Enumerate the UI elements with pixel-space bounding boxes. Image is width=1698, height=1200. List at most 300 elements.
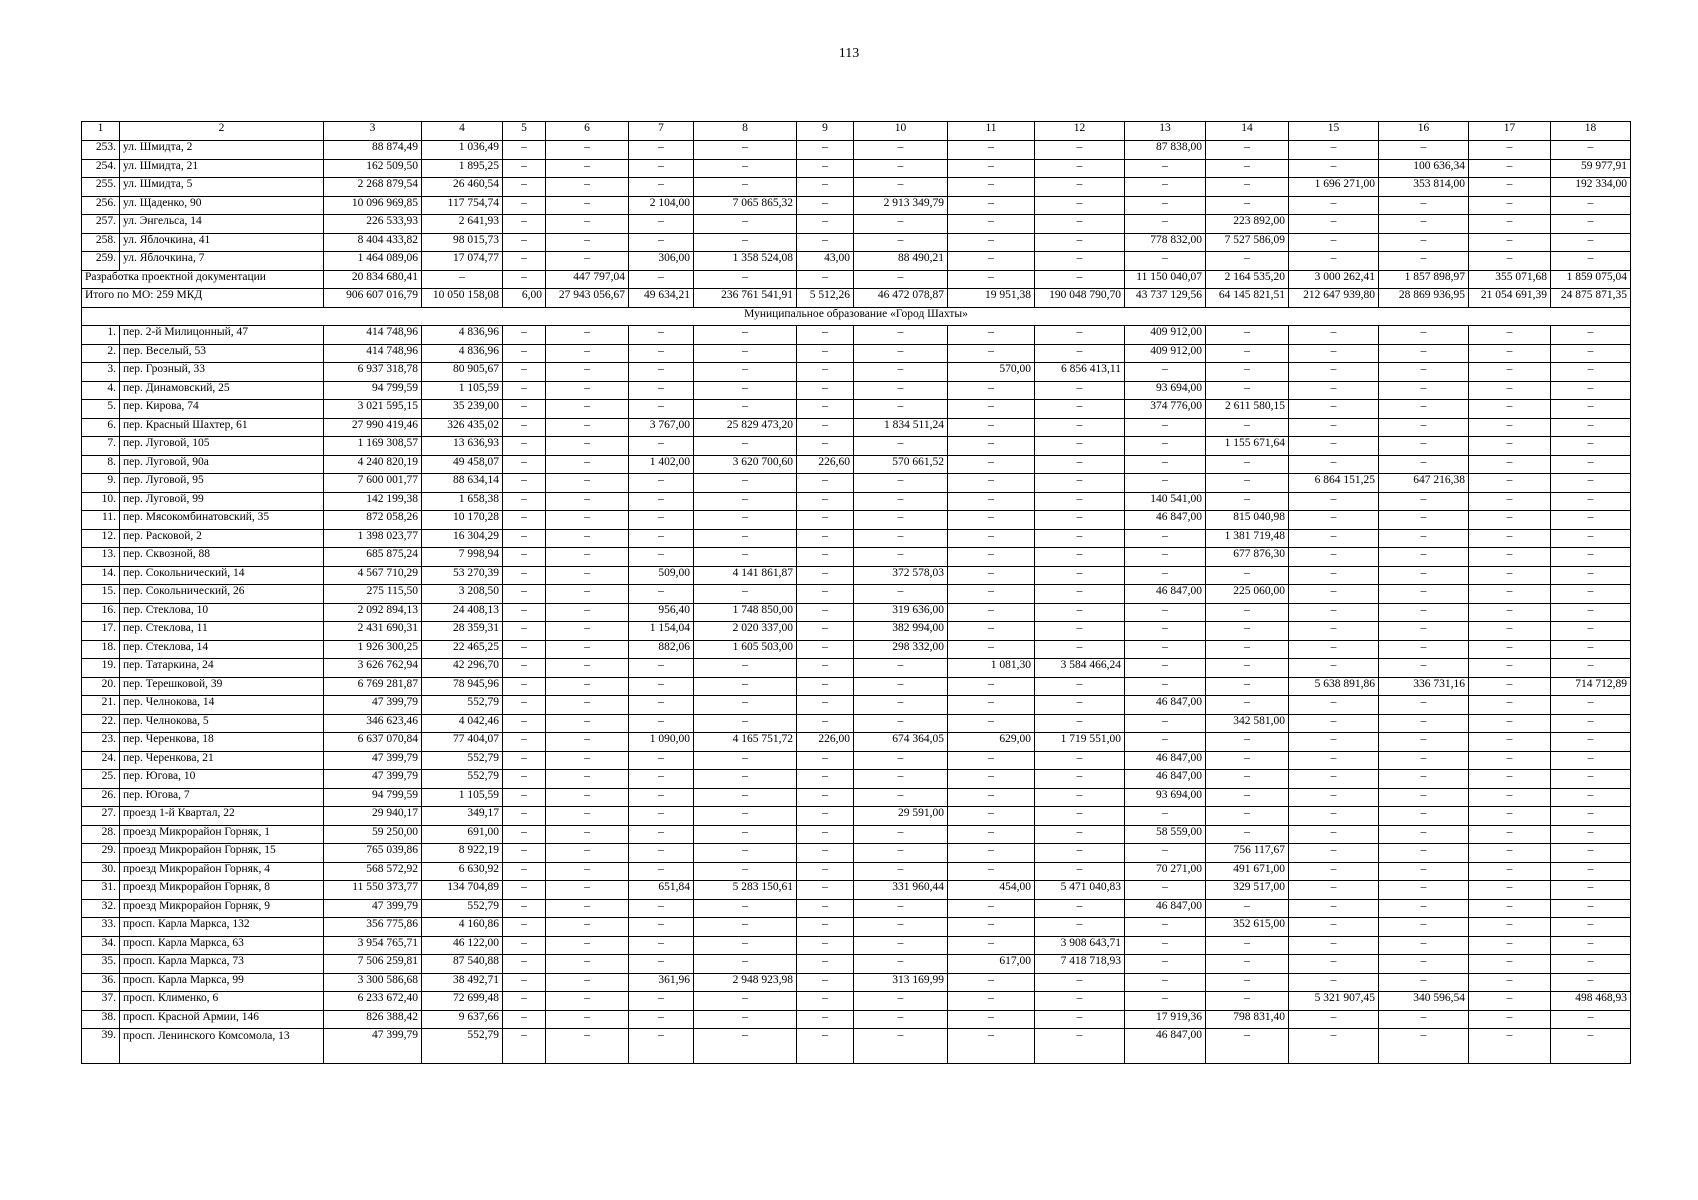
value-cell: – (854, 381, 948, 400)
value-cell: – (1125, 622, 1206, 641)
value-cell: 28 359,31 (422, 622, 503, 641)
value-cell: – (1379, 603, 1469, 622)
value-cell: – (1469, 881, 1551, 900)
value-cell: – (854, 992, 948, 1011)
row-number-cell: 5. (82, 400, 120, 419)
value-cell: – (1125, 437, 1206, 456)
table-row (82, 400, 1631, 419)
value-cell: – (1206, 825, 1289, 844)
value-cell: – (1035, 1029, 1125, 1064)
value-cell: 552,79 (422, 899, 503, 918)
value-cell: – (797, 363, 854, 382)
table-row (82, 474, 1631, 493)
summary-cell: 447 797,04 (546, 270, 629, 289)
value-cell: – (694, 918, 797, 937)
value-cell: – (948, 437, 1035, 456)
value-cell: 1 154,04 (629, 622, 694, 641)
value-cell: – (546, 159, 629, 178)
value-cell: – (503, 603, 546, 622)
value-cell: 570,00 (948, 363, 1035, 382)
value-cell: 1 105,59 (422, 381, 503, 400)
table-row (82, 640, 1631, 659)
value-cell: – (546, 418, 629, 437)
summary-cell: 3 000 262,41 (1289, 270, 1379, 289)
value-cell: – (1551, 825, 1631, 844)
value-cell: – (854, 659, 948, 678)
value-cell: 409 912,00 (1125, 344, 1206, 363)
value-cell: – (1469, 714, 1551, 733)
value-cell: 223 892,00 (1206, 215, 1289, 234)
value-cell: 70 271,00 (1125, 862, 1206, 881)
value-cell: – (854, 548, 948, 567)
value-cell: – (546, 233, 629, 252)
value-cell: – (546, 603, 629, 622)
value-cell: 3 908 643,71 (1035, 936, 1125, 955)
value-cell: – (1206, 326, 1289, 345)
value-cell: – (1125, 918, 1206, 937)
value-cell: – (1551, 215, 1631, 234)
value-cell: – (546, 918, 629, 937)
value-cell: – (797, 862, 854, 881)
summary-cell: 49 634,21 (629, 289, 694, 308)
address-cell: пер. Луговой, 105 (120, 437, 324, 456)
table-row (82, 529, 1631, 548)
value-cell: – (797, 825, 854, 844)
value-cell: – (1379, 733, 1469, 752)
address-cell: пер. Красный Шахтер, 61 (120, 418, 324, 437)
value-cell: – (854, 714, 948, 733)
value-cell: – (1289, 640, 1379, 659)
table-row (82, 807, 1631, 826)
value-cell: – (854, 492, 948, 511)
value-cell: – (629, 936, 694, 955)
value-cell: – (797, 178, 854, 197)
value-cell: – (1289, 215, 1379, 234)
value-cell: – (1125, 807, 1206, 826)
value-cell: – (629, 474, 694, 493)
row-number-cell: 3. (82, 363, 120, 382)
row-number-cell: 14. (82, 566, 120, 585)
row-number-cell: 12. (82, 529, 120, 548)
value-cell: – (1289, 899, 1379, 918)
value-cell: – (1551, 918, 1631, 937)
address-cell: просп. Карла Маркса, 132 (120, 918, 324, 937)
value-cell: 7 065 865,32 (694, 196, 797, 215)
value-cell: – (546, 252, 629, 271)
value-cell: 336 731,16 (1379, 677, 1469, 696)
value-cell: – (694, 159, 797, 178)
value-cell: – (694, 844, 797, 863)
row-number-cell: 15. (82, 585, 120, 604)
value-cell: 9 637,66 (422, 1010, 503, 1029)
value-cell: – (948, 807, 1035, 826)
value-cell: – (1125, 677, 1206, 696)
value-cell: – (629, 899, 694, 918)
value-cell: – (629, 696, 694, 715)
value-cell: – (1469, 363, 1551, 382)
value-cell: 2 268 879,54 (324, 178, 422, 197)
value-cell: – (503, 529, 546, 548)
value-cell: – (948, 788, 1035, 807)
row-number-cell: 31. (82, 881, 120, 900)
value-cell: – (546, 400, 629, 419)
value-cell: 306,00 (629, 252, 694, 271)
value-cell: – (854, 955, 948, 974)
row-number-cell: 254. (82, 159, 120, 178)
value-cell: – (1206, 141, 1289, 160)
table-row (82, 862, 1631, 881)
value-cell: – (1035, 455, 1125, 474)
value-cell: – (854, 400, 948, 419)
value-cell: – (1469, 733, 1551, 752)
summary-cell: 24 875 871,35 (1551, 289, 1631, 308)
value-cell: 674 364,05 (854, 733, 948, 752)
value-cell: 617,00 (948, 955, 1035, 974)
value-cell: – (1125, 992, 1206, 1011)
value-cell: – (1206, 1029, 1289, 1064)
summary-cell: – (797, 270, 854, 289)
summary-cell: – (854, 270, 948, 289)
value-cell: – (1469, 788, 1551, 807)
value-cell: – (1551, 733, 1631, 752)
value-cell: – (694, 548, 797, 567)
address-cell: пер. Сокольнический, 14 (120, 566, 324, 585)
value-cell: – (1125, 566, 1206, 585)
value-cell: – (854, 344, 948, 363)
value-cell: – (1125, 474, 1206, 493)
value-cell: – (546, 992, 629, 1011)
value-cell: – (546, 788, 629, 807)
value-cell: – (629, 344, 694, 363)
value-cell: – (1125, 252, 1206, 271)
value-cell: 59 977,91 (1551, 159, 1631, 178)
value-cell: – (948, 714, 1035, 733)
value-cell: 361,96 (629, 973, 694, 992)
value-cell: – (1289, 418, 1379, 437)
value-cell: – (948, 992, 1035, 1011)
value-cell: – (503, 1029, 546, 1064)
row-number-cell: 38. (82, 1010, 120, 1029)
value-cell: – (1469, 825, 1551, 844)
value-cell: 340 596,54 (1379, 992, 1469, 1011)
value-cell: – (546, 696, 629, 715)
value-cell: – (1206, 733, 1289, 752)
value-cell: 47 399,79 (324, 1029, 422, 1064)
value-cell: 142 199,38 (324, 492, 422, 511)
value-cell: – (1206, 344, 1289, 363)
row-number-cell: 16. (82, 603, 120, 622)
value-cell: – (948, 566, 1035, 585)
value-cell: – (948, 418, 1035, 437)
value-cell: – (1289, 973, 1379, 992)
value-cell: – (1125, 844, 1206, 863)
value-cell: 3 208,50 (422, 585, 503, 604)
value-cell: – (948, 936, 1035, 955)
address-cell: пер. Расковой, 2 (120, 529, 324, 548)
value-cell: 43,00 (797, 252, 854, 271)
column-number-cell: 3 (324, 122, 422, 141)
value-cell: – (1035, 862, 1125, 881)
value-cell: – (1551, 788, 1631, 807)
value-cell: – (546, 733, 629, 752)
value-cell: – (694, 1010, 797, 1029)
value-cell: – (1469, 178, 1551, 197)
value-cell: – (546, 881, 629, 900)
column-number-cell: 6 (546, 122, 629, 141)
row-number-cell: 28. (82, 825, 120, 844)
value-cell: 4 042,46 (422, 714, 503, 733)
row-number-cell: 27. (82, 807, 120, 826)
address-cell: пер. Челнокова, 5 (120, 714, 324, 733)
value-cell: – (546, 973, 629, 992)
value-cell: – (629, 159, 694, 178)
value-cell: – (1289, 807, 1379, 826)
value-cell: – (1206, 770, 1289, 789)
column-number-cell: 8 (694, 122, 797, 141)
value-cell: – (1035, 622, 1125, 641)
value-cell: – (629, 381, 694, 400)
value-cell: – (503, 363, 546, 382)
address-cell: просп. Карла Маркса, 99 (120, 973, 324, 992)
value-cell: 691,00 (422, 825, 503, 844)
value-cell: 93 694,00 (1125, 381, 1206, 400)
value-cell: – (1289, 252, 1379, 271)
value-cell: 1 719 551,00 (1035, 733, 1125, 752)
value-cell: – (1206, 696, 1289, 715)
value-cell: – (797, 1029, 854, 1064)
table-row (82, 326, 1631, 345)
value-cell: – (694, 363, 797, 382)
table-row (82, 955, 1631, 974)
value-cell: – (1206, 622, 1289, 641)
value-cell: – (1035, 807, 1125, 826)
table-row (82, 844, 1631, 863)
row-number-cell: 25. (82, 770, 120, 789)
value-cell: – (1035, 696, 1125, 715)
address-cell: просп. Ленинского Комсомола, 13 (120, 1029, 324, 1064)
value-cell: – (629, 178, 694, 197)
value-cell: – (1469, 603, 1551, 622)
value-cell: – (503, 437, 546, 456)
value-cell: – (948, 400, 1035, 419)
row-number-cell: 22. (82, 714, 120, 733)
value-cell: – (503, 751, 546, 770)
value-cell: 6 630,92 (422, 862, 503, 881)
value-cell: – (1125, 529, 1206, 548)
value-cell: – (1035, 437, 1125, 456)
row-number-cell: 1. (82, 326, 120, 345)
value-cell: – (948, 141, 1035, 160)
value-cell: – (546, 659, 629, 678)
value-cell: – (503, 825, 546, 844)
value-cell: – (629, 492, 694, 511)
value-cell: – (1469, 159, 1551, 178)
value-cell: – (629, 677, 694, 696)
value-cell: – (629, 807, 694, 826)
value-cell: – (948, 825, 1035, 844)
value-cell: – (546, 640, 629, 659)
value-cell: 685 875,24 (324, 548, 422, 567)
value-cell: 882,06 (629, 640, 694, 659)
value-cell: – (854, 141, 948, 160)
value-cell: – (948, 1010, 1035, 1029)
value-cell: – (629, 215, 694, 234)
value-cell: 2 611 580,15 (1206, 400, 1289, 419)
value-cell: 552,79 (422, 1029, 503, 1064)
column-number-cell: 7 (629, 122, 694, 141)
value-cell: – (503, 326, 546, 345)
table-row (82, 733, 1631, 752)
value-cell: – (1551, 548, 1631, 567)
value-cell: 78 945,96 (422, 677, 503, 696)
value-cell: – (854, 326, 948, 345)
value-cell: – (1035, 844, 1125, 863)
value-cell: – (694, 807, 797, 826)
value-cell: – (1035, 640, 1125, 659)
value-cell: – (694, 1029, 797, 1064)
value-cell: – (1125, 548, 1206, 567)
value-cell: – (546, 936, 629, 955)
value-cell: – (1469, 418, 1551, 437)
value-cell: – (1379, 659, 1469, 678)
value-cell: – (694, 955, 797, 974)
value-cell: – (1035, 603, 1125, 622)
value-cell: – (797, 622, 854, 641)
value-cell: – (1289, 955, 1379, 974)
value-cell: 6 233 672,40 (324, 992, 422, 1011)
summary-cell: 19 951,38 (948, 289, 1035, 308)
row-number-cell: 23. (82, 733, 120, 752)
value-cell: – (1125, 603, 1206, 622)
value-cell: – (1469, 1029, 1551, 1064)
value-cell: – (1289, 437, 1379, 456)
value-cell: – (1206, 159, 1289, 178)
address-cell: пер. Стеклова, 14 (120, 640, 324, 659)
value-cell: – (1379, 400, 1469, 419)
value-cell: 798 831,40 (1206, 1010, 1289, 1029)
value-cell: – (854, 437, 948, 456)
value-cell: 226,00 (797, 733, 854, 752)
value-cell: – (503, 659, 546, 678)
value-cell: – (1551, 844, 1631, 863)
summary-cell: 190 048 790,70 (1035, 289, 1125, 308)
value-cell: – (1035, 992, 1125, 1011)
value-cell: – (1551, 252, 1631, 271)
value-cell: – (1469, 936, 1551, 955)
value-cell: – (546, 677, 629, 696)
value-cell: – (629, 548, 694, 567)
table-row (82, 788, 1631, 807)
table-row (82, 566, 1631, 585)
value-cell: – (948, 178, 1035, 197)
value-cell: – (797, 936, 854, 955)
value-cell: – (948, 511, 1035, 530)
value-cell: 24 408,13 (422, 603, 503, 622)
value-cell: – (503, 455, 546, 474)
value-cell: – (1035, 418, 1125, 437)
value-cell: – (948, 770, 1035, 789)
section-title: Муниципальное образование «Город Шахты» (82, 307, 1631, 326)
value-cell: – (948, 196, 1035, 215)
value-cell: – (1035, 899, 1125, 918)
value-cell: – (546, 899, 629, 918)
value-cell: – (1379, 437, 1469, 456)
value-cell: 42 296,70 (422, 659, 503, 678)
value-cell: – (948, 751, 1035, 770)
address-cell: просп. Карла Маркса, 63 (120, 936, 324, 955)
value-cell: – (948, 215, 1035, 234)
value-cell: – (1469, 807, 1551, 826)
value-cell: 1 658,38 (422, 492, 503, 511)
value-cell: – (1035, 344, 1125, 363)
column-number-cell: 4 (422, 122, 503, 141)
table-container (81, 121, 1631, 1064)
value-cell: – (1379, 418, 1469, 437)
value-cell: – (1551, 233, 1631, 252)
value-cell: – (1469, 973, 1551, 992)
value-cell: – (1551, 585, 1631, 604)
value-cell: – (1289, 788, 1379, 807)
value-cell: – (797, 881, 854, 900)
value-cell: – (1289, 696, 1379, 715)
address-cell: пер. Татаркина, 24 (120, 659, 324, 678)
summary-cell: 236 761 541,91 (694, 289, 797, 308)
value-cell: – (797, 344, 854, 363)
value-cell: 47 399,79 (324, 770, 422, 789)
value-cell: – (854, 529, 948, 548)
table-row (82, 696, 1631, 715)
value-cell: – (694, 659, 797, 678)
address-cell: пер. Веселый, 53 (120, 344, 324, 363)
value-cell: – (1289, 659, 1379, 678)
value-cell: – (1035, 751, 1125, 770)
address-cell: проезд Микрорайон Горняк, 15 (120, 844, 324, 863)
value-cell: – (948, 973, 1035, 992)
address-cell: пер. Югова, 10 (120, 770, 324, 789)
value-cell: – (546, 178, 629, 197)
summary-cell: 43 737 129,56 (1125, 289, 1206, 308)
value-cell: – (797, 603, 854, 622)
value-cell: 1 748 850,00 (694, 603, 797, 622)
value-cell: 140 541,00 (1125, 492, 1206, 511)
value-cell: 1 696 271,00 (1289, 178, 1379, 197)
value-cell: – (694, 936, 797, 955)
value-cell: – (854, 363, 948, 382)
value-cell: 77 404,07 (422, 733, 503, 752)
value-cell: 372 578,03 (854, 566, 948, 585)
summary-cell: 28 869 936,95 (1379, 289, 1469, 308)
summary-cell: 1 859 075,04 (1551, 270, 1631, 289)
value-cell: 1 398 023,77 (324, 529, 422, 548)
value-cell: – (797, 141, 854, 160)
value-cell: 3 954 765,71 (324, 936, 422, 955)
value-cell: – (1035, 215, 1125, 234)
value-cell: – (629, 825, 694, 844)
value-cell: 8 922,19 (422, 844, 503, 863)
value-cell: – (629, 326, 694, 345)
value-cell: – (854, 178, 948, 197)
value-cell: – (854, 751, 948, 770)
value-cell: 16 304,29 (422, 529, 503, 548)
value-cell: 88 634,14 (422, 474, 503, 493)
value-cell: – (854, 696, 948, 715)
value-cell: – (797, 326, 854, 345)
value-cell: – (1551, 899, 1631, 918)
value-cell: – (1551, 418, 1631, 437)
value-cell: – (546, 955, 629, 974)
table-row (82, 437, 1631, 456)
value-cell: – (546, 215, 629, 234)
